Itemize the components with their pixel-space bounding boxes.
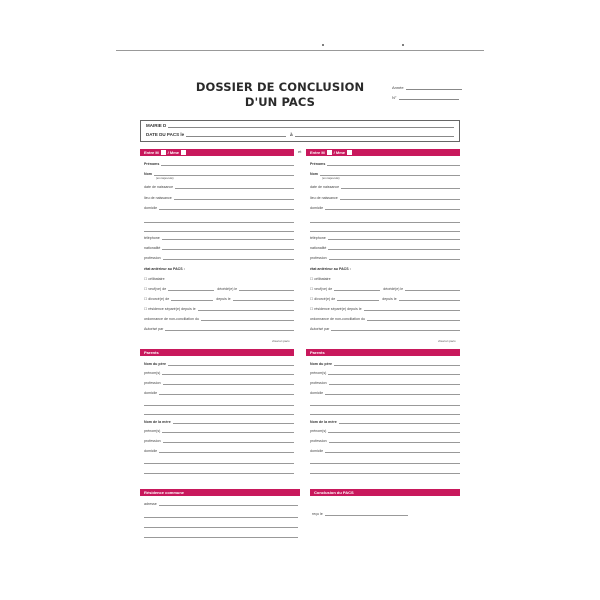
prenoms-mere-field[interactable]	[144, 429, 294, 433]
blank-line[interactable]	[310, 463, 460, 464]
veuf-field-label: ☐ veuf(ve) de	[144, 287, 167, 291]
blank-line[interactable]	[144, 405, 294, 406]
telephone-field-label: téléphone	[144, 236, 160, 240]
top-edge-line	[116, 50, 484, 51]
profession-field[interactable]	[144, 256, 294, 260]
celibataire-checkbox[interactable]	[310, 277, 460, 281]
numero-field[interactable]	[392, 95, 459, 100]
prenoms-pere-field-label: prénom(s)	[144, 371, 161, 375]
note-text: d'aucun pacs	[272, 339, 290, 343]
blank-line[interactable]	[144, 463, 294, 464]
note-text: d'aucun pacs	[438, 339, 456, 343]
domicile-field-label: domicile	[144, 206, 158, 210]
mark-dot	[322, 44, 324, 46]
a-label: à	[290, 132, 293, 137]
recu-le-field-label: reçu le	[312, 512, 323, 516]
telephone-field[interactable]	[144, 236, 294, 240]
domicile-mere-field-label: domicile	[144, 449, 158, 453]
nom-pere-field-label: Nom du père	[144, 362, 166, 366]
nom-mere-field[interactable]	[144, 420, 294, 424]
domicile-field-label: domicile	[310, 206, 324, 210]
blank-line[interactable]	[310, 473, 460, 474]
blank-line[interactable]	[144, 414, 294, 415]
veuf-field-sub-label: décédé(e) le	[217, 287, 238, 291]
nom-pere-field[interactable]	[144, 362, 294, 366]
domicile-mere-field[interactable]	[310, 449, 460, 453]
adresse-field-label: adresse	[144, 502, 157, 506]
etat-anterieur-label-label: état antérieur au PACS :	[144, 267, 185, 271]
veuf-field[interactable]	[144, 287, 294, 291]
veuf-field[interactable]	[310, 287, 460, 291]
annee-field[interactable]	[392, 85, 462, 90]
et-label: et	[298, 149, 302, 154]
domicile-mere-field-label: domicile	[310, 449, 324, 453]
date-pacs-label: DATE DU PACS le	[146, 132, 185, 137]
nom-pere-field[interactable]	[310, 362, 460, 366]
celibataire-checkbox-label: ☐ célibataire	[310, 277, 331, 281]
profession-pere-field[interactable]	[144, 381, 294, 385]
nationalite-field-label: nationalité	[310, 246, 327, 250]
nom-field[interactable]	[144, 172, 294, 180]
profession-mere-field[interactable]	[144, 439, 294, 443]
lieu-naissance-field-label: lieu de naissance	[310, 196, 338, 200]
ordonnance-field-label: ordonnance de non-conciliation du	[310, 317, 365, 321]
profession-field-label: profession	[310, 256, 327, 260]
blank-line[interactable]	[310, 222, 460, 223]
date-naissance-field[interactable]	[310, 185, 460, 189]
recu-le-field[interactable]	[312, 512, 408, 516]
partner-left-header: Entre M / Mme	[140, 149, 294, 156]
lieu-naissance-field[interactable]	[144, 196, 294, 200]
date-pacs-field[interactable]	[146, 132, 454, 137]
parents-right-header: Parents	[306, 349, 460, 356]
checkbox-m[interactable]	[327, 150, 332, 155]
divorce-field[interactable]	[310, 297, 460, 301]
blank-line[interactable]	[144, 527, 298, 528]
divorce-field-sub-label: depuis le	[216, 297, 231, 301]
domicile-pere-field[interactable]	[144, 391, 294, 395]
nom-field-label: Nom	[310, 172, 318, 176]
mark-dot	[402, 44, 404, 46]
prenoms-pere-field-label: prénom(s)	[310, 371, 327, 375]
ordonnance-field[interactable]	[310, 317, 460, 321]
domicile-mere-field[interactable]	[144, 449, 294, 453]
autorise-field[interactable]	[310, 327, 460, 331]
domicile-pere-field[interactable]	[310, 391, 460, 395]
nom-field-label: Nom	[144, 172, 152, 176]
blank-line[interactable]	[144, 231, 294, 232]
hint-text: (en majuscule)	[322, 177, 340, 180]
profession-pere-field-label: profession	[144, 381, 161, 385]
blank-line[interactable]	[310, 405, 460, 406]
residence-header: Résidence commune	[140, 489, 300, 496]
domicile-pere-field-label: domicile	[144, 391, 158, 395]
date-naissance-field-label: date de naissance	[310, 185, 340, 189]
prenoms-field[interactable]	[310, 162, 460, 166]
prenoms-mere-field[interactable]	[310, 429, 460, 433]
profession-field-label: profession	[144, 256, 161, 260]
autorise-field-label: Autorisé par	[310, 327, 330, 331]
veuf-field-sub-label: décédé(e) le	[383, 287, 404, 291]
blank-line[interactable]	[144, 517, 298, 518]
nationalite-field[interactable]	[310, 246, 460, 250]
prenoms-pere-field[interactable]	[310, 371, 460, 375]
telephone-field-label: téléphone	[310, 236, 326, 240]
residence-separee-field[interactable]	[310, 307, 460, 311]
profession-mere-field-label: profession	[144, 439, 161, 443]
prenoms-field[interactable]	[144, 162, 294, 166]
etat-anterieur-label[interactable]	[144, 267, 294, 271]
form-title	[190, 80, 370, 110]
profession-pere-field-label: profession	[310, 381, 327, 385]
divorce-field[interactable]	[144, 297, 294, 301]
adresse-field[interactable]	[144, 502, 298, 506]
nom-mere-field-label: Nom de la mère	[144, 420, 171, 424]
blank-line[interactable]	[310, 231, 460, 232]
mairie-label: MAIRIE D	[146, 123, 167, 128]
checkbox-mme[interactable]	[181, 150, 186, 155]
veuf-field-label: ☐ veuf(ve) de	[310, 287, 333, 291]
lieu-naissance-field-label: lieu de naissance	[144, 196, 172, 200]
blank-line[interactable]	[144, 473, 294, 474]
autorise-field-label: Autorisé par	[144, 327, 164, 331]
celibataire-checkbox[interactable]	[144, 277, 294, 281]
nom-mere-field-label: Nom de la mère	[310, 420, 337, 424]
ordonnance-field[interactable]	[144, 317, 294, 321]
nationalite-field[interactable]	[144, 246, 294, 250]
blank-line[interactable]	[310, 414, 460, 415]
nom-mere-field[interactable]	[310, 420, 460, 424]
partner-right-header: Entre M / Mme	[306, 149, 460, 156]
nom-field[interactable]	[310, 172, 460, 180]
title-line-2: D'UN PACS	[244, 95, 316, 109]
residence-separee-field-label: ☐ résidence séparé(e) depuis le	[310, 307, 362, 311]
domicile-field[interactable]	[310, 206, 460, 210]
residence-separee-field[interactable]	[144, 307, 294, 311]
residence-separee-field-label: ☐ résidence séparé(e) depuis le	[144, 307, 196, 311]
conclusion-header: Conclusion du PACS	[310, 489, 460, 496]
celibataire-checkbox-label: ☐ célibataire	[144, 277, 165, 281]
checkbox-mme[interactable]	[347, 150, 352, 155]
annee-label: Année	[392, 85, 404, 90]
hint-text: (en majuscule)	[156, 177, 174, 180]
etat-anterieur-label[interactable]	[310, 267, 460, 271]
prenoms-field-label: Prénoms	[144, 162, 160, 166]
divorce-field-label: ☐ divorcé(e) de	[310, 297, 336, 301]
numero-label: N°	[392, 95, 397, 100]
profession-field[interactable]	[310, 256, 460, 260]
blank-line[interactable]	[144, 222, 294, 223]
prenoms-mere-field-label: prénom(s)	[144, 429, 161, 433]
ordonnance-field-label: ordonnance de non-conciliation du	[144, 317, 199, 321]
etat-anterieur-label-label: état antérieur au PACS :	[310, 267, 351, 271]
date-naissance-field[interactable]	[144, 185, 294, 189]
telephone-field[interactable]	[310, 236, 460, 240]
divorce-field-label: ☐ divorcé(e) de	[144, 297, 170, 301]
mairie-field[interactable]	[146, 123, 454, 128]
profession-pere-field[interactable]	[310, 381, 460, 385]
domicile-field[interactable]	[144, 206, 294, 210]
divorce-field-sub-label: depuis le	[382, 297, 397, 301]
prenoms-pere-field[interactable]	[144, 371, 294, 375]
nationalite-field-label: nationalité	[144, 246, 161, 250]
autorise-field[interactable]	[144, 327, 294, 331]
title-line-1: DOSSIER DE CONCLUSION	[195, 80, 365, 94]
prenoms-mere-field-label: prénom(s)	[310, 429, 327, 433]
profession-mere-field[interactable]	[310, 439, 460, 443]
profession-mere-field-label: profession	[310, 439, 327, 443]
checkbox-m[interactable]	[161, 150, 166, 155]
prenoms-field-label: Prénoms	[310, 162, 326, 166]
domicile-pere-field-label: domicile	[310, 391, 324, 395]
parents-left-header: Parents	[140, 349, 294, 356]
date-naissance-field-label: date de naissance	[144, 185, 174, 189]
blank-line[interactable]	[144, 537, 298, 538]
nom-pere-field-label: Nom du père	[310, 362, 332, 366]
lieu-naissance-field[interactable]	[310, 196, 460, 200]
